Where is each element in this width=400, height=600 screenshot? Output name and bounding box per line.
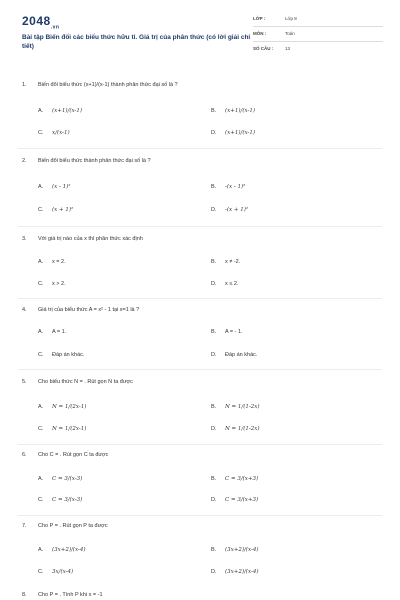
question-text: Giá trị của biểu thức A = x² - 1 tại x=1 là ? (38, 307, 140, 313)
option-a[interactable] (38, 329, 66, 335)
option-value: (3x+2)/(x-4) (225, 569, 259, 575)
option-c[interactable] (38, 569, 73, 575)
option-value: (x + 1)² (52, 207, 74, 213)
option-value: C = 3/(x-3) (52, 476, 83, 482)
option-label: C. (38, 281, 44, 287)
option-c[interactable] (38, 207, 73, 213)
option-label: A. (38, 184, 44, 190)
option-value: 3x/(x-4) (52, 569, 74, 575)
option-a[interactable] (38, 404, 86, 410)
option-label: A. (38, 329, 44, 335)
divider (18, 444, 382, 445)
option-b[interactable] (211, 108, 255, 114)
option-value: -(x + 1)² (225, 207, 249, 213)
option-label: A. (38, 259, 44, 265)
meta-subject-label: MÔN : (253, 31, 267, 36)
option-label: D. (211, 497, 217, 503)
option-label: A. (38, 547, 44, 553)
option-label: B. (211, 476, 217, 482)
divider (253, 26, 383, 27)
option-d[interactable] (211, 497, 258, 503)
meta-class-label: LỚP : (253, 16, 266, 21)
option-d[interactable] (211, 281, 238, 287)
question-number: 3. (22, 236, 27, 242)
question-text: Biến đổi biểu thức thành phân thức đại số là ? (38, 158, 151, 164)
option-label: B. (211, 547, 217, 553)
option-label: B. (211, 259, 217, 265)
question-number: 4. (22, 307, 27, 313)
option-label: A. (38, 476, 44, 482)
question-text: Cho biểu thức N = . Rút gọn N ta được (38, 379, 133, 385)
option-label: C. (38, 569, 44, 575)
meta-count-label: SỐ CÂU : (253, 46, 274, 51)
option-label: B. (211, 329, 217, 335)
option-label: C. (38, 497, 44, 503)
option-c[interactable] (38, 426, 86, 432)
option-value: x/(x-1) (52, 130, 70, 136)
meta-count-value: 13 (285, 46, 291, 51)
option-b[interactable] (211, 547, 259, 553)
site-logo[interactable] (22, 14, 59, 30)
option-d[interactable] (211, 207, 248, 213)
option-value: C = 3/(x+3) (225, 476, 259, 482)
question-number: 7. (22, 523, 27, 529)
option-a[interactable] (38, 547, 86, 553)
logo-suffix: .vn (50, 24, 60, 31)
option-d[interactable] (211, 130, 255, 136)
option-a[interactable] (38, 259, 66, 265)
document-title: Bài tập Biến đổi các biểu thức hữu tỉ. Giá trị của phân thức (có lời giải chi tiết) (22, 34, 251, 50)
option-value: A = 1. (52, 329, 67, 335)
option-label: C. (38, 426, 44, 432)
divider (18, 148, 382, 149)
option-a[interactable] (38, 108, 82, 114)
question-text: Cho P = . Rút gọn P ta được (38, 523, 108, 529)
option-value: (3x+2)/(x-4) (52, 547, 86, 553)
question-number: 5. (22, 379, 27, 385)
option-a[interactable] (38, 476, 82, 482)
option-value: (x - 1)² (52, 184, 71, 190)
option-value: N = 1/(2x-1) (52, 426, 87, 432)
option-d[interactable] (211, 352, 257, 358)
question-number: 2. (22, 158, 27, 164)
option-value: (x+1)/(x-1) (52, 108, 83, 114)
option-value: (3x+2)/(x-4) (225, 547, 259, 553)
option-value: A = - 1. (225, 329, 243, 335)
meta-class-value: Lớp 8 (285, 16, 297, 21)
question-text: Với giá trị nào của x thì phân thức xác định (38, 236, 143, 242)
option-c[interactable] (38, 130, 70, 136)
option-c[interactable] (38, 497, 82, 503)
option-value: N = 1/(1-2x) (225, 426, 260, 432)
option-value: x ≤ 2. (225, 281, 239, 287)
option-value: -(x - 1)² (225, 184, 246, 190)
option-value: Đáp án khác. (52, 352, 85, 358)
option-label: D. (211, 569, 217, 575)
question-number: 6. (22, 452, 27, 458)
question-text: Cho C = . Rút gọn C ta được (38, 452, 109, 458)
option-label: C. (38, 207, 44, 213)
option-b[interactable] (211, 329, 243, 335)
page-header (0, 0, 400, 60)
question-number: 8. (22, 592, 27, 598)
option-label: C. (38, 130, 44, 136)
option-value: Đáp án khác. (225, 352, 258, 358)
option-d[interactable] (211, 426, 260, 432)
question-number: 1. (22, 82, 27, 88)
divider (18, 226, 382, 227)
option-label: B. (211, 108, 217, 114)
option-value: x = 2. (52, 259, 66, 265)
option-d[interactable] (211, 569, 259, 575)
option-label: B. (211, 404, 217, 410)
option-b[interactable] (211, 184, 245, 190)
option-label: D. (211, 130, 217, 136)
option-value: N = 1/(1-2x) (225, 404, 260, 410)
option-c[interactable] (38, 281, 66, 287)
option-a[interactable] (38, 184, 70, 190)
option-label: C. (38, 352, 44, 358)
option-value: (x+1)/(x-1) (225, 108, 256, 114)
option-value: C = 3/(x-3) (52, 497, 83, 503)
option-value: (x+1)/(x-1) (225, 130, 256, 136)
option-label: D. (211, 207, 217, 213)
divider (18, 369, 382, 370)
option-value: N = 1/(2x-1) (52, 404, 87, 410)
meta-subject-value: Toán (285, 31, 295, 36)
question-text: Biến đổi biểu thức (x+1)/(x-1) thành phân thức đại số là ? (38, 82, 178, 88)
option-value: x ≠ -2. (225, 259, 241, 265)
option-label: B. (211, 184, 217, 190)
option-label: D. (211, 352, 217, 358)
option-b[interactable] (211, 476, 258, 482)
option-label: A. (38, 404, 44, 410)
divider (253, 41, 383, 42)
option-label: A. (38, 108, 44, 114)
logo-text: 2048 (22, 14, 51, 28)
option-b[interactable] (211, 259, 240, 265)
option-label: D. (211, 281, 217, 287)
option-c[interactable] (38, 352, 84, 358)
option-b[interactable] (211, 404, 260, 410)
divider (18, 515, 382, 516)
option-value: C = 3/(x+3) (225, 497, 259, 503)
option-value: x > 2. (52, 281, 66, 287)
option-label: D. (211, 426, 217, 432)
question-text: Cho P = . Tính P khi x = -1 (38, 592, 103, 598)
divider (18, 298, 382, 299)
